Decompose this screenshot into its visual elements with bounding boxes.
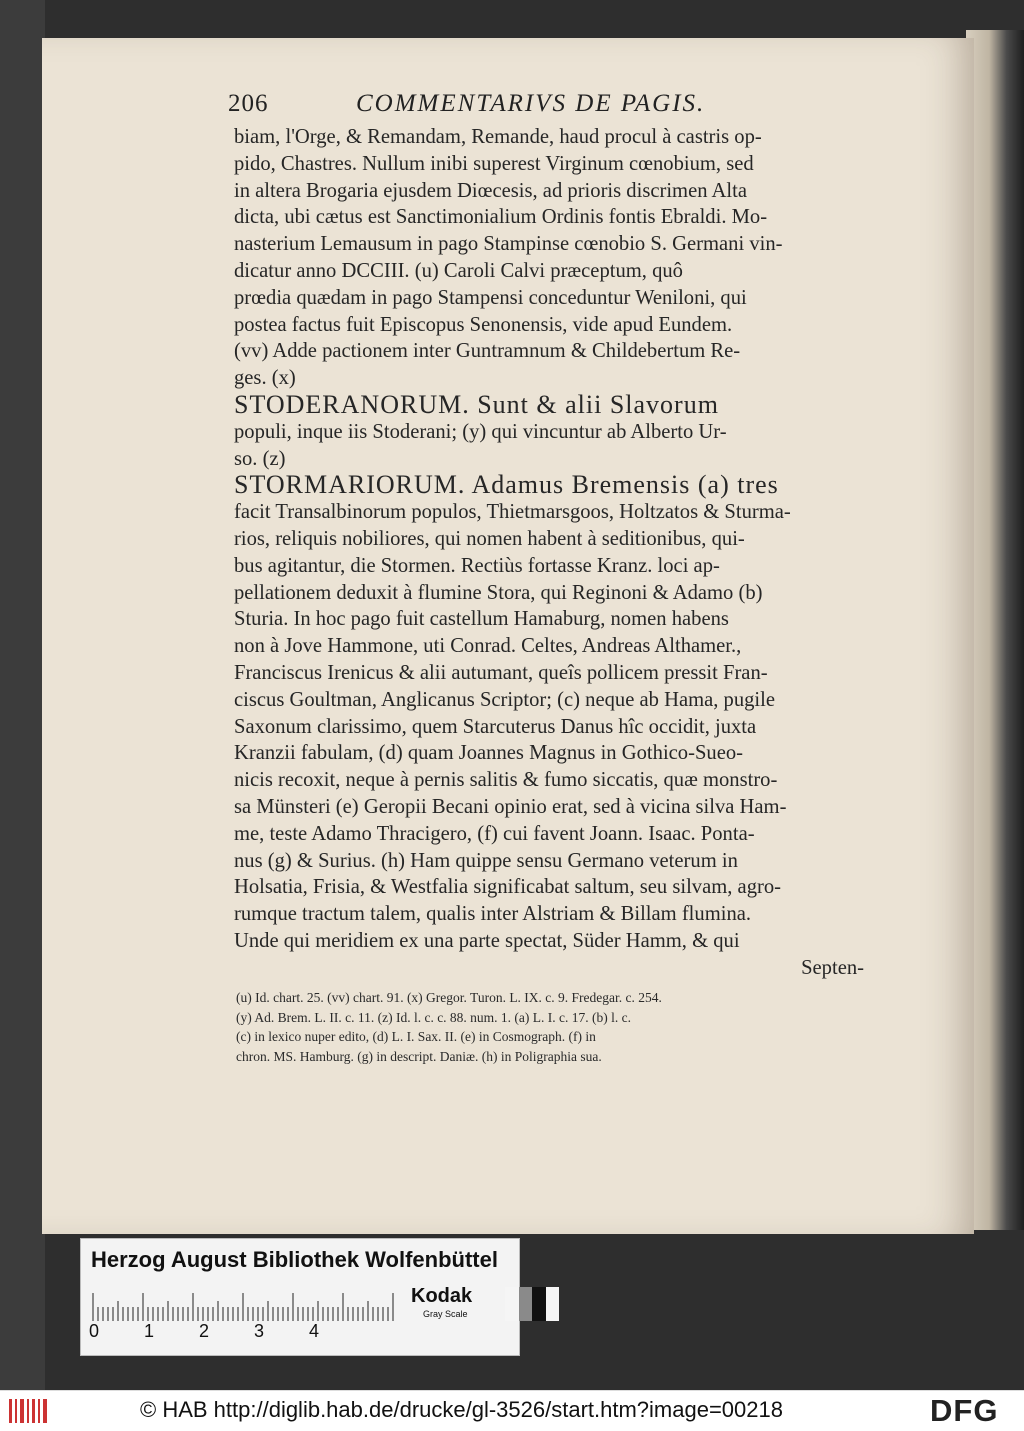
text-line: Unde qui meridiem ex una parte spectat, Süder Hamm, & qui <box>234 929 740 952</box>
source-link[interactable]: © HAB http://diglib.hab.de/drucke/gl-3526/start.htm?image=00218 <box>140 1397 783 1422</box>
text-line: Franciscus Irenicus & alii autumant, queîs pollicem pressit Fran- <box>234 661 768 684</box>
text-line: me, teste Adamo Thracigero, (f) cui favent Joann. Isaac. Ponta- <box>234 822 755 845</box>
text-line: bus agitantur, die Stormen. Rectiùs fortasse Kranz. loci ap- <box>234 554 720 577</box>
page-header <box>228 90 768 124</box>
running-head: COMMENTARIVS DE PAGIS. <box>356 90 706 117</box>
text-line: sa Münsteri (e) Geropii Becani opinio erat, sed à vicina silva Ham- <box>234 795 787 818</box>
text-line: non à Jove Hammone, uti Conrad. Celtes, Andreas Althamer., <box>234 635 742 658</box>
footnote-line: (u) Id. chart. 25. (vv) chart. 91. (x) Gregor. Turon. L. IX. c. 9. Fredegar. c. 254. <box>236 990 662 1005</box>
main-text-block <box>234 124 864 982</box>
text-line: Sturia. In hoc pago fuit castellum Hamaburg, nomen habens <box>234 608 729 631</box>
text-line: dicta, ubi cætus est Sanctimonialium Ordinis fontis Ebraldi. Mo- <box>234 206 768 229</box>
text-line: facit Transalbinorum populos, Thietmarsgoos, Holtzatos & Sturma- <box>234 501 791 524</box>
text-line: postea factus fuit Episcopus Senonensis, vide apud Eundem. <box>234 313 733 336</box>
text-line: in altera Brogaria ejusdem Diœcesis, ad prioris discrimen Alta <box>234 179 747 202</box>
text-line: nicis recoxit, neque à pernis salitis & fumo siccatis, quæ monstro- <box>234 769 778 792</box>
swatch-white <box>505 1287 519 1321</box>
text-line: so. (z) <box>234 447 286 470</box>
text-line: ciscus Goultman, Anglicanus Scriptor; (c) neque ab Hama, pugile <box>234 688 776 711</box>
swatch-gray <box>519 1287 533 1321</box>
text-line: ges. (x) <box>234 367 296 390</box>
left-scan-edge <box>0 0 45 1390</box>
kodak-brand: Kodak <box>411 1285 473 1307</box>
text-line: rios, reliquis nobiliores, qui nomen habent à seditionibus, qui- <box>234 527 745 550</box>
text-line: pido, Chastres. Nullum inibi superest Virginum cœnobium, sed <box>234 152 754 175</box>
ruler-number: 2 <box>199 1321 210 1341</box>
text-line: prœdia quædam in pago Stampensi conceduntur Weniloni, qui <box>234 286 747 309</box>
text-line: pellationem deduxit à flumine Stora, qui Reginoni & Adamo (b) <box>234 581 763 604</box>
swatch-white-2 <box>546 1287 560 1321</box>
text-line: STORMARIORUM. Adamus Bremensis (a) tres <box>234 472 779 500</box>
ruler-number: 4 <box>309 1321 320 1341</box>
footnote-line: (y) Ad. Brem. L. II. c. 11. (z) Id. l. c. c. 88. num. 1. (a) L. I. c. 17. (b) l. c. <box>236 1009 632 1025</box>
text-line: nus (g) & Surius. (h) Ham quippe sensu Germano veterum in <box>234 849 738 872</box>
footnote-line: chron. MS. Hamburg. (g) in descript. Daniæ. (h) in Poligraphia sua. <box>236 1048 602 1064</box>
text-line: nasterium Lemausum in pago Stampinse cœnobio S. Germani vin- <box>234 233 783 256</box>
scale-ruler <box>91 1291 397 1321</box>
text-line: populi, inque iis Stoderani; (y) qui vincuntur ab Alberto Ur- <box>234 420 727 443</box>
grayscale-label: Gray Scale <box>423 1309 468 1319</box>
barcode-icon <box>8 1397 50 1430</box>
ruler-number: 0 <box>89 1321 100 1341</box>
text-line: STODERANORUM. Sunt & alii Slavorum <box>234 391 719 419</box>
footnote-line: (c) in lexico nuper edito, (d) L. I. Sax. II. (e) in Cosmograph. (f) in <box>236 1029 596 1044</box>
page-number: 206 <box>228 90 269 117</box>
text-line: Septen- <box>801 956 864 979</box>
footer-bar <box>0 1390 1024 1431</box>
dfg-logo: DFG <box>930 1393 999 1428</box>
library-label-card <box>80 1238 520 1356</box>
text-line: Kranzii fabulam, (d) quam Joannes Magnus in Gothico-Sueo- <box>234 742 744 765</box>
footnotes-block <box>236 988 868 1066</box>
swatch-black <box>532 1287 546 1321</box>
ruler-number: 1 <box>144 1321 155 1341</box>
grayscale-swatches <box>505 1287 559 1321</box>
text-line: dicatur anno DCCIII. (u) Caroli Calvi præceptum, quô <box>234 259 683 282</box>
book-gutter <box>966 30 1024 1230</box>
text-line: (vv) Adde pactionem inter Guntramnum & Childebertum Re- <box>234 340 741 363</box>
text-line: rumque tractum talem, qualis inter Alstriam & Billam flumina. <box>234 903 752 926</box>
text-line: Holsatia, Frisia, & Westfalia significabat saltum, seu silvam, agro- <box>234 876 782 899</box>
text-line: Saxonum clarissimo, quem Starcuterus Danus hîc occidit, juxta <box>234 715 757 738</box>
text-line: biam, l'Orge, & Remandam, Remande, haud procul à castris op- <box>234 126 762 148</box>
library-name: Herzog August Bibliothek Wolfenbüttel <box>91 1247 498 1272</box>
ruler-number: 3 <box>254 1321 265 1341</box>
